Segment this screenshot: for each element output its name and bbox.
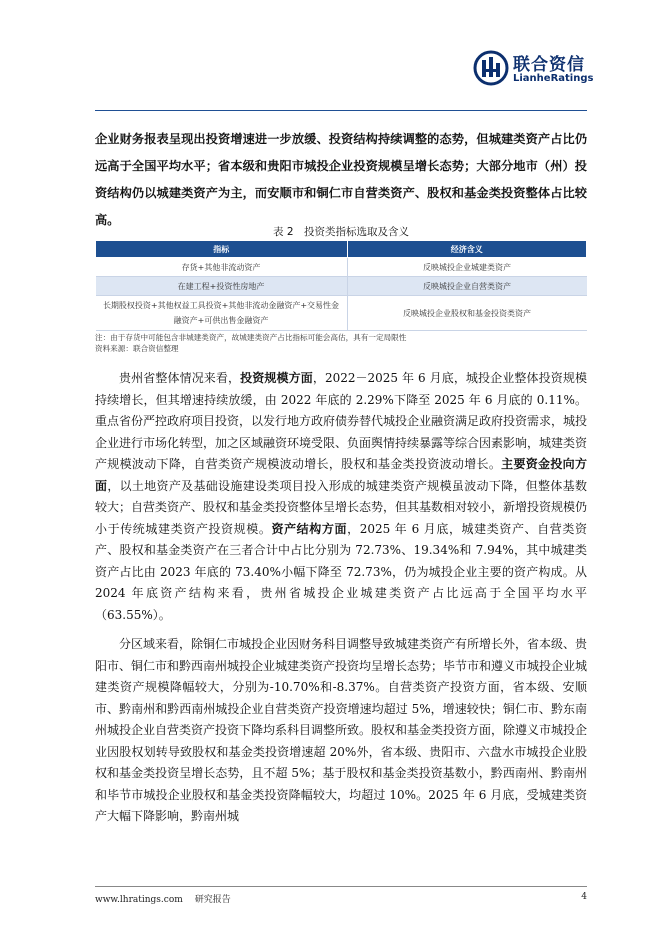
footer-divider: [95, 886, 587, 887]
page-number: 4: [581, 892, 587, 902]
bold-heading-fund-direction: 主要资金投向方面: [95, 457, 587, 493]
table-header-cell: 经济含义: [347, 241, 587, 258]
table-cell: 反映城投企业自营类资产: [347, 277, 587, 296]
table-header-cell: 指标: [96, 241, 348, 258]
bold-heading-asset-structure: 资产结构方面: [271, 521, 348, 536]
table-note: 注：由于存货中可能包含非城建类资产，故城建类资产占比指标可能会高估，具有一定局限性: [95, 333, 407, 342]
intro-paragraph: [95, 126, 587, 234]
table-cell: 在建工程+投资性房地产: [96, 277, 348, 296]
body-paragraph-1: [95, 368, 587, 626]
table-row: [96, 277, 587, 296]
header-divider: [95, 110, 587, 111]
body-paragraph-2: 分区域来看，除铜仁市城投企业因财务科目调整导致城建类资产有所增长外，省本级、贵阳市、铜仁市和黔西南州城投企业城建类资产投资均呈增长态势；毕节市和遵义市城投企业城建类资产规模降幅较大，分别为-10.70%和-8.37%。自营类资产投资方面，省本级、安顺市、黔南州和黔西南州城投企业自营类资产投资增速均超过 5%，增速较快；铜仁市、黔东南州城投企业自营类资产投资下降均系科目调整所致。股权和基金类投资方面，除遵义市城投企业因股权划转导致股权和基金类投资增速超 20%外，省本级、贵阳市、六盘水市城投企业股权和基金类投资呈增长态势，且不超 5%；基于股权和基金类投资基数小，黔西南州、黔南州和毕节市城投企业股权和基金类投资降幅较大，均超过 10%。2025 年 6 月底，受城建类资产大幅下降影响，黔南州城: [95, 637, 588, 823]
table-row: [96, 258, 587, 277]
lianhe-logo[interactable]: [473, 50, 613, 90]
footer-url[interactable]: www.lhratings.com: [95, 895, 183, 905]
table-cell: 反映城投企业城建类资产: [347, 258, 587, 277]
table-source: 资料来源：联合资信整理: [95, 344, 179, 353]
text-run: ，以土地资产及基础设施建设类项目投入形成的城建类资产规模虽波动下降，但整体基数较大；自营类资产、股权和基金类投资整体呈增长态势，但其基数相对较小，新增投资规模仍小于传统城建类资产投资规模。: [95, 478, 588, 536]
footer-label: 研究报告: [194, 895, 231, 905]
table-cell: 长期股权投资+其他权益工具投资+其他非流动金融资产+交易性金融资产+可供出售金融资产: [96, 296, 348, 331]
logo-chinese-name: 联合资信: [513, 55, 585, 75]
lianhe-logo-icon: [473, 50, 509, 86]
table-cell: 反映城投企业股权和基金投资类资产: [347, 296, 587, 331]
intro-segment: 企业财务报表呈现出投资增速进一步放缓、投资结构持续调整的态势，: [95, 132, 477, 146]
page-header: [0, 0, 662, 118]
table-header-row: [96, 241, 587, 258]
page-footer: [95, 892, 243, 905]
text-run: 贵州省整体情况来看，: [119, 371, 241, 385]
text-run: ，2025 年 6 月底，城建类资产、自营类资产、股权和基金类资产在三者合计中占比分别为 72.73%、19.34%和 7.94%，其中城建类资产占比由 2023 年底的 73.40%小幅下降至 72.73%，仍为城投企业主要的资产构成。从 2024 年底资产结构来看，贵州省城投企业城建类资产占比远高于全国平均水平（63.55%）。: [95, 521, 587, 622]
logo-english-name: LianheRatings: [513, 73, 594, 84]
indicator-table: [95, 240, 587, 331]
table-title: 表 2 投资类指标选取及含义: [272, 226, 410, 238]
text-run: ，2022－2025 年 6 月底，城投企业整体投资规模持续增长，但其增速持续放缓，由 2022 年底的 2.29%下降至 2025 年 6 月底的 0.11%。重点省份严控政府项目投资，以发行地方政府债券替代城投企业融资满足政府投资需求，城投企业进行市场化转型，加之区域融资环境受限、负面舆情持续暴露等综合因素影响，城建类资产规模波动下降，自营类资产规模波动增长，股权和基金类投资波动增长。: [95, 371, 588, 471]
table-notes: [95, 332, 587, 354]
bold-heading-investment-scale: 投资规模方面: [240, 371, 313, 385]
intro-segment: 但城建类资产占比仍远高于全国平均水平；省本级和贵阳市城投企业投资规模呈增长态势；大部分地市（州）投资结构仍以城建类资产为主，而安顺市和铜仁市自营类资产、股权和基金类投资整体占比较高。: [95, 132, 588, 227]
table-row: [96, 296, 587, 331]
table-cell: 存货+其他非流动资产: [96, 258, 348, 277]
